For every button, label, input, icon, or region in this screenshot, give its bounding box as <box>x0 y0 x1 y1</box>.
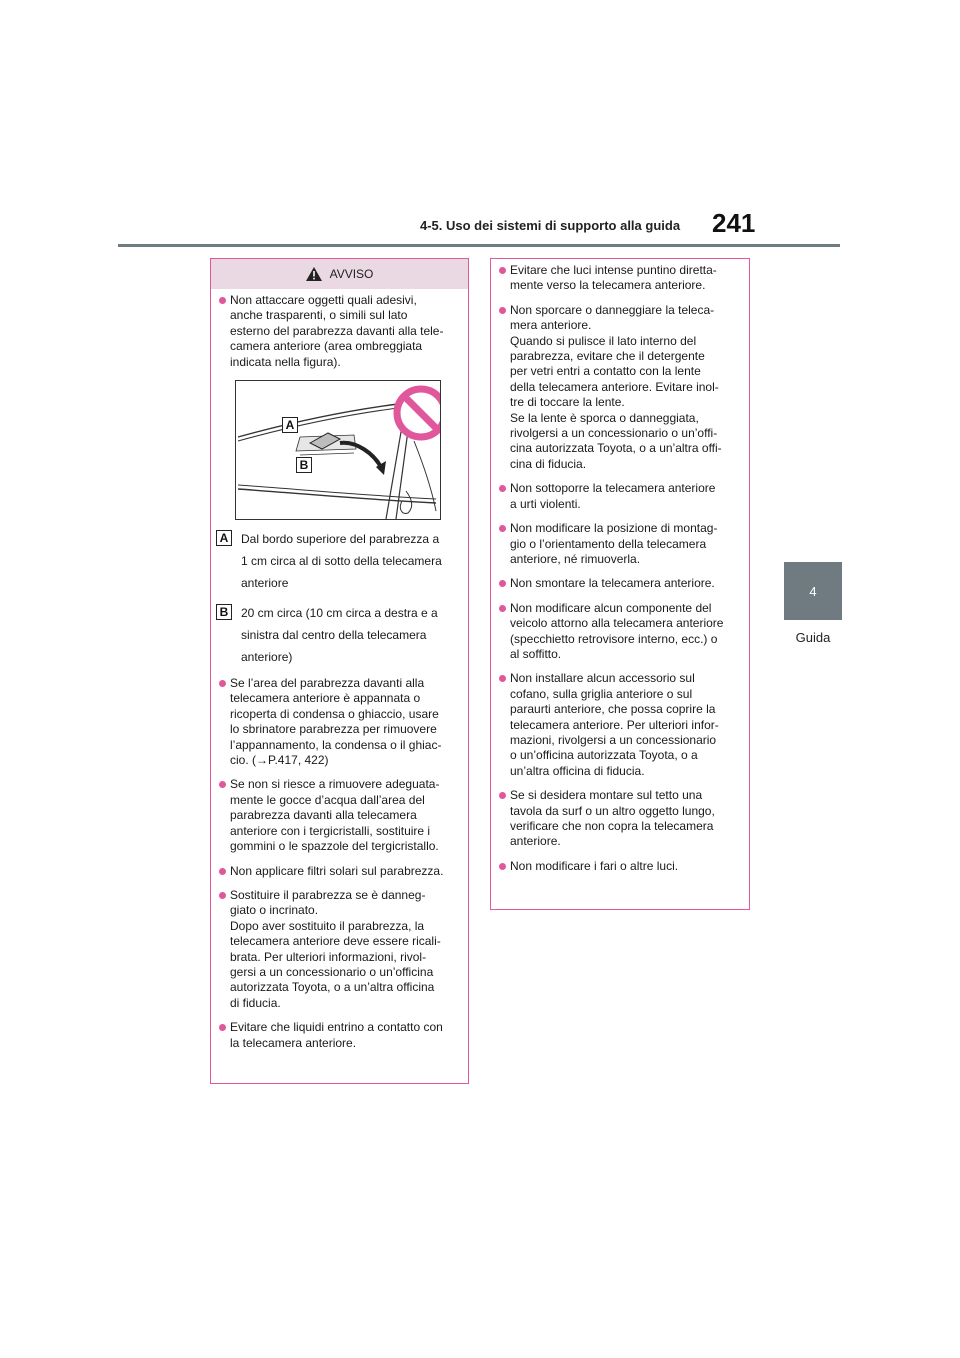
header-divider <box>118 244 840 247</box>
bullet-icon <box>219 781 226 788</box>
bullet-icon <box>219 892 226 899</box>
list-item <box>219 293 460 370</box>
bullet-text: Non modificare i fari o altre luci. <box>510 858 679 873</box>
bullet-text: Non installare alcun accessorio sul cofano, sulla griglia anteriore o sul paraurti anteriore, che possa coprire la telecamera anteriore. Per ulteriori infor- mazioni, rivolgersi a un concessionario o un’officina autorizzata Toyota, o a un’altra officina di fiducia. <box>510 671 719 778</box>
bullet-icon <box>219 680 226 687</box>
list-item <box>219 676 460 768</box>
bullet-icon <box>499 307 506 314</box>
bullet-text: Non sporcare o danneggiare la teleca- mera anteriore. Quando si pulisce il lato interno del parabrezza, evitare che il detergente per vetri entri a contatto con la lente della telecamera anteriore. Evitare inol- tre di toccare la lente. Se la lente è sporca o danneggiata, rivolgersi a un concessionario o un’offi- cina autorizzata Toyota, o a un’altra offi- cina di fiducia. <box>510 302 722 471</box>
list-item <box>219 1020 460 1051</box>
bullet-text: Non smontare la telecamera anteriore. <box>510 576 715 591</box>
list-item <box>499 788 741 850</box>
bullet-text: Non applicare filtri solari sul parabrezza. <box>230 863 444 878</box>
reference-a <box>219 528 460 594</box>
warning-triangle-icon <box>306 267 322 281</box>
bullet-icon <box>219 868 226 875</box>
warning-header <box>211 259 468 289</box>
bullet-icon <box>219 1024 226 1031</box>
list-item <box>499 576 741 591</box>
bullet-icon <box>499 605 506 612</box>
bullet-icon <box>499 525 506 532</box>
figure-label-a: A <box>282 417 298 433</box>
list-item <box>219 864 460 879</box>
reference-badge: B <box>216 604 232 620</box>
bullet-text: Se l’area del parabrezza davanti alla telecamera anteriore è appannata o ricoperta di condensa o ghiaccio, usare lo sbrinatore parabrezza per rimuovere l’appannamento, la condensa o il ghiac- cio. (→P.417, 422) <box>230 676 442 768</box>
list-item <box>499 303 741 472</box>
list-item <box>499 601 741 663</box>
figure-label-b: B <box>296 457 312 473</box>
bullet-text: Sostituire il parabrezza se è danneg- giato o incrinato. Dopo aver sostituito il parabrezza, la telecamera anteriore deve essere ricali- brata. Per ulteriori informazioni, rivol- gersi a un concessionario o un’officina autorizzata Toyota, o a un’altra officina di fiducia. <box>230 887 441 1010</box>
windshield-illustration <box>236 381 440 519</box>
warning-box-right <box>490 258 750 910</box>
windshield-figure <box>235 380 441 520</box>
bullet-text: Non attaccare oggetti quali adesivi, anche trasparenti, o simili sul lato esterno del parabrezza davanti alla tele- camera anteriore (area ombreggiata indicata nella figura). <box>230 293 444 369</box>
bullet-icon <box>499 863 506 870</box>
bullet-text: Evitare che liquidi entrino a contatto con la telecamera anteriore. <box>230 1020 443 1050</box>
list-item <box>219 777 460 854</box>
list-item <box>499 859 741 874</box>
reference-text: 20 cm circa (10 cm circa a destra e a sinistra dal centro della telecamera anteriore) <box>241 606 438 665</box>
bullet-icon <box>499 792 506 799</box>
bullet-text: Non modificare alcun componente del veicolo attorno alla telecamera anteriore (specchietto retrovisore interno, ecc.) o al soffitto. <box>510 600 724 661</box>
bullet-icon <box>499 580 506 587</box>
bullet-text: Se si desidera montare sul tetto una tavola da surf o un altro oggetto lungo, verificare che non copra la telecamera anteriore. <box>510 788 715 849</box>
warning-heading: AVVISO <box>329 267 374 281</box>
reference-badge: A <box>216 530 232 546</box>
bullet-icon <box>499 485 506 492</box>
list-item <box>219 888 460 1011</box>
bullet-icon <box>219 297 226 304</box>
section-title: 4-5. Uso dei sistemi di supporto alla guida <box>420 218 681 233</box>
list-item <box>499 671 741 779</box>
bullet-text: Evitare che luci intense puntino diretta- mente verso la telecamera anteriore. <box>510 263 717 293</box>
list-item <box>499 481 741 512</box>
bullet-text: Se non si riesce a rimuovere adeguata- mente le gocce d’acqua dall’area del parabrezza davanti alla telecamera anteriore con i tergicristalli, sostituire i gommini o le spazzole del tergicristallo. <box>230 777 440 854</box>
bullet-text: Non modificare la posizione di montag- gio o l’orientamento della telecamera anteriore, né rimuoverla. <box>510 521 718 566</box>
page-number: 241 <box>712 208 756 238</box>
reference-text: Dal bordo superiore del parabrezza a 1 cm circa al di sotto della telecamera anteriore <box>241 532 442 591</box>
bullet-icon <box>499 267 506 274</box>
list-item <box>499 521 741 567</box>
bullet-icon <box>499 675 506 682</box>
list-item <box>499 263 741 294</box>
chapter-label: Guida <box>795 630 831 645</box>
chapter-tab[interactable] <box>784 562 842 620</box>
bullet-text: Non sottoporre la telecamera anteriore a urti violenti. <box>510 481 716 511</box>
reference-b <box>219 602 460 668</box>
warning-box-left <box>210 258 469 1084</box>
chapter-number: 4 <box>809 583 817 599</box>
